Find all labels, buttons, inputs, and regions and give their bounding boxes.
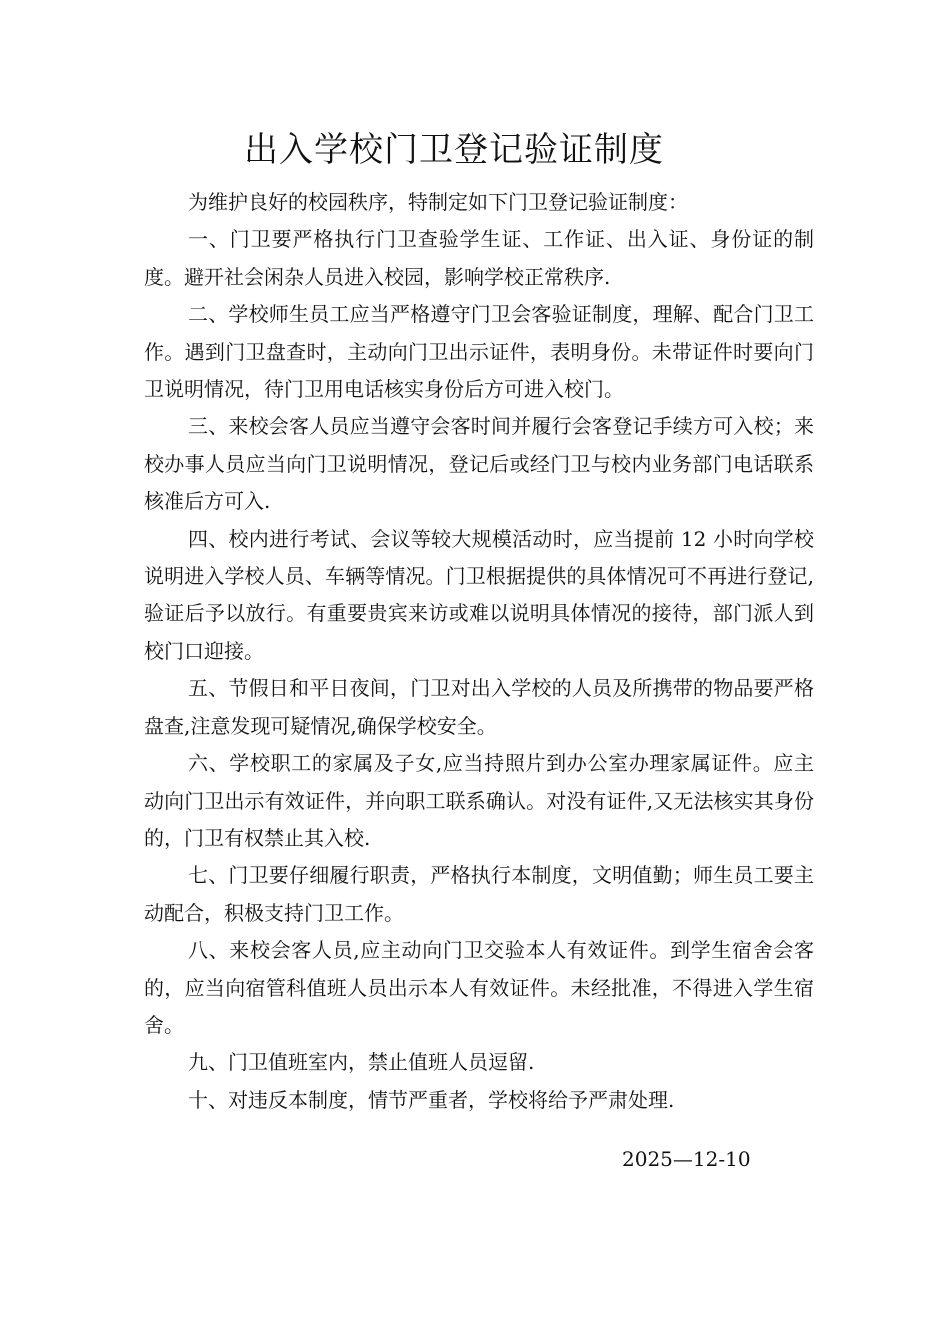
paragraph-rule-8: 八、来校会客人员,应主动向门卫交验本人有效证件。到学生宿舍会客的，应当向宿管科值班人员出示本人有效证件。未经批准，不得进入学生宿舍。 [144,938,814,1037]
document-title: 出入学校门卫登记验证制度 [244,130,664,170]
paragraph-rule-5: 五、节假日和平日夜间，门卫对出入学校的人员及所携带的物品要严格盘查,注意发现可疑情况,确保学校安全。 [144,676,814,738]
paragraph-rule-9: 九、门卫值班室内，禁止值班人员逗留. [188,1050,535,1075]
paragraph-rule-6: 六、学校职工的家属及子女,应当持照片到办公室办理家属证件。应主动向门卫出示有效证件，并向职工联系确认。对没有证件,又无法核实其身份的，门卫有权禁止其入校. [144,751,814,850]
paragraph-rule-3: 三、来校会客人员应当遵守会客时间并履行会客登记手续方可入校；来校办事人员应当向门卫说明情况，登记后或经门卫与校内业务部门电话联系核准后方可入. [144,414,814,514]
paragraph-rule-7: 七、门卫要仔细履行职责，严格执行本制度，文明值勤；师生员工要主动配合，积极支持门卫工作。 [144,863,814,925]
paragraph-rule-2: 二、学校师生员工应当严格遵守门卫会客验证制度，理解、配合门卫工作。遇到门卫盘查时，主动向门卫出示证件，表明身份。未带证件时要向门卫说明情况，待门卫用电话核实身份后方可进入校门。 [144,302,814,402]
paragraph-rule-4: 四、校内进行考试、会议等较大规模活动时，应当提前 12 小时向学校说明进入学校人员、车辆等情况。门卫根据提供的具体情况可不再进行登记,验证后予以放行。有重要贵宾来访或难以说明具体情况的接待，部门派人到校门口迎接。 [144,526,814,663]
paragraph-intro: 为维护良好的校园秩序，特制定如下门卫登记验证制度： [188,190,688,214]
paragraph-rule-10: 十、对违反本制度，情节严重者，学校将给予严肃处理. [188,1087,675,1112]
document-date: 2025—12-10 [622,1147,751,1171]
document-body [144,184,814,1119]
paragraph-rule-1: 一、门卫要严格执行门卫查验学生证、工作证、出入证、身份证的制度。避开社会闲杂人员进入校园，影响学校正常秩序. [144,227,814,289]
